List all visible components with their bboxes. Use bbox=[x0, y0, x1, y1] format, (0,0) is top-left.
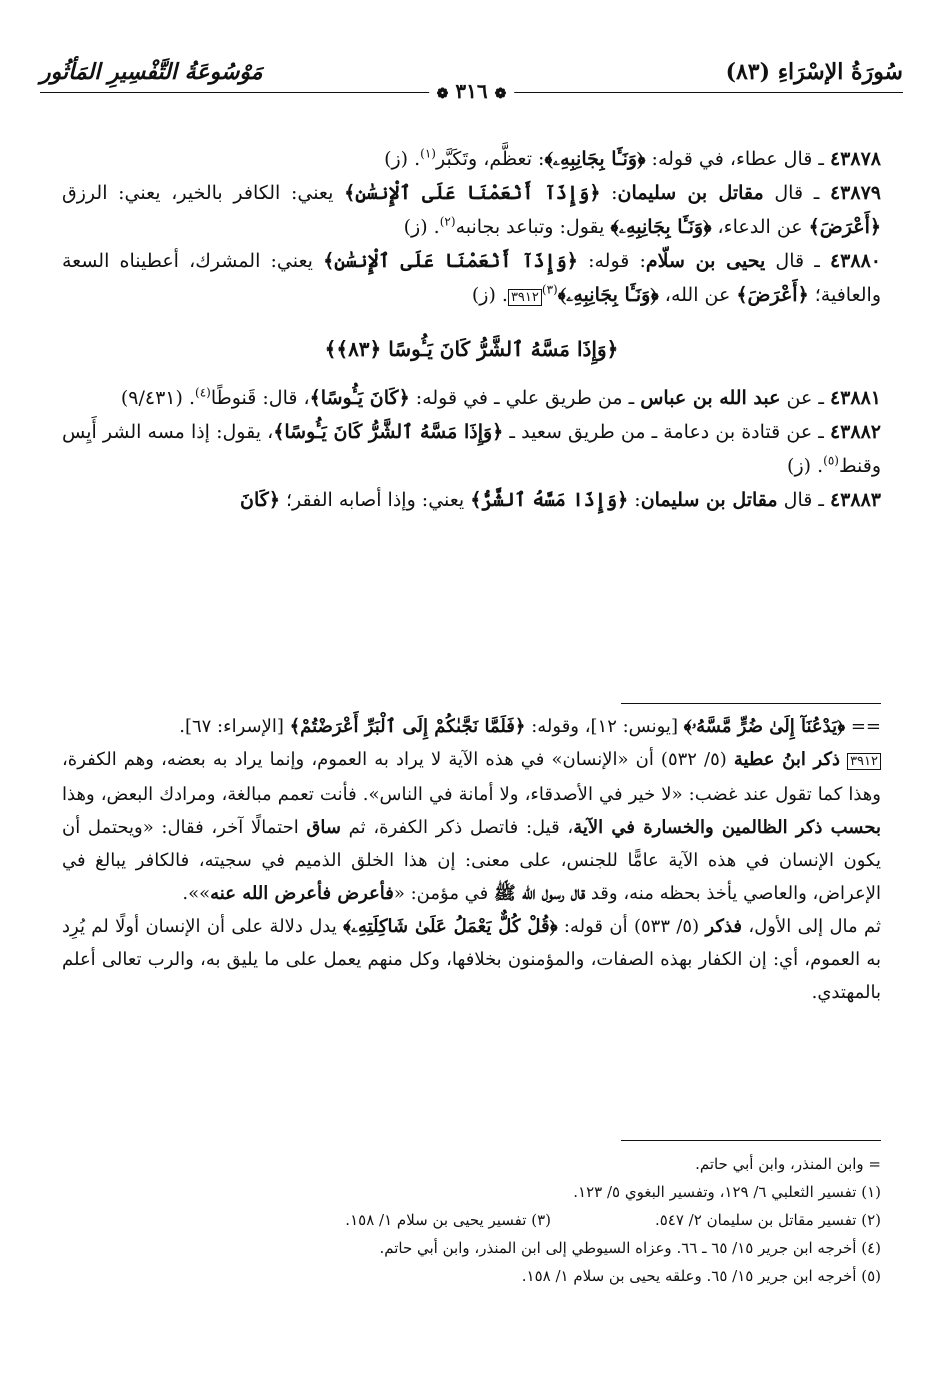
note-ref-box: ٣٩١٢ bbox=[847, 753, 881, 770]
footnote: (٤) أخرجه ابن جرير ١٥/ ٦٥ ـ ٦٦. وعزاه السيوطي إلى ابن المنذر، وابن أبي حاتم. bbox=[379, 1239, 881, 1257]
quran-quote: ﴿وَنَـَٔا بِجَانِبِهِۦ﴾ bbox=[610, 216, 712, 238]
note-text: (٥/ ٥٣٣) أن قوله: bbox=[557, 916, 706, 937]
main-text bbox=[62, 142, 881, 517]
narrator-name: مقاتل بن سليمان bbox=[617, 182, 764, 204]
note-continuation bbox=[62, 710, 881, 743]
entry-text: يعني: وإذا أصابه الفقر؛ bbox=[279, 489, 471, 511]
entry-text: : قوله: bbox=[577, 250, 646, 272]
note-ref-box[interactable]: ٣٩١٢ bbox=[508, 289, 542, 306]
entry-number: ٤٣٨٧٩ bbox=[829, 182, 881, 204]
quran-quote: ﴿وَإِذَا مَسَّهُ ٱلشَّرُّ﴾ bbox=[470, 489, 629, 511]
note-emphasis: بحسب ذكر الظالمين والخسارة في الآية bbox=[573, 817, 881, 838]
entry bbox=[62, 381, 881, 415]
quran-quote: ﴿وَنَـَٔا بِجَانِبِهِۦ﴾ bbox=[557, 284, 659, 306]
quran-quote: ﴿قُلْ كُلٌّ يَعْمَلُ عَلَىٰ شَاكِلَتِهِۦ﴾ bbox=[343, 916, 558, 937]
entry-text: ـ قال عطاء، في قوله: bbox=[645, 148, 830, 170]
quran-quote: ﴿أَعْرَضَ﴾ bbox=[808, 216, 881, 238]
note-text: [الإسراء: ٦٧]. bbox=[179, 716, 290, 737]
quran-quote: ﴿فَلَمَّا نَجَّىٰكُمْ إِلَى ٱلْبَرِّ أَعْرَضْتُمْ﴾ bbox=[289, 716, 526, 737]
entry bbox=[62, 483, 881, 517]
entry bbox=[62, 176, 881, 244]
entry-text: ـ من طريق علي ـ في قوله: bbox=[409, 387, 641, 409]
entry-text: : bbox=[600, 182, 618, 204]
entry-text: : bbox=[628, 489, 641, 511]
entry-text: : تعظَّم، وتَكَبَّر bbox=[435, 148, 545, 170]
footnote: = وابن المنذر، وابن أبي حاتم. bbox=[695, 1155, 881, 1173]
note-text: (٥/ ٥٣٢) أن «الإنسان» في هذه الآية لا يراد به العموم، وإنما يراد به بعضه، وهم الكفرة، وهذا كما تقول عند غضب: «لا خير في الأصدقاء، ولا أمانة في الناس». فأنت تعمم مبالغة، ومرادك البعض، وهذا bbox=[62, 749, 881, 805]
entry-number: ٤٣٨٨٠ bbox=[829, 250, 881, 272]
entry bbox=[62, 142, 881, 176]
note-text: ثم مال إلى الأول، bbox=[742, 916, 881, 937]
entry-number: ٤٣٨٧٨ bbox=[829, 148, 881, 170]
quran-quote: ﴿أَعْرَضَ﴾ bbox=[736, 284, 809, 306]
note-emphasis: قال رسول الله ﷺ bbox=[494, 883, 586, 904]
entry-text: يقول: وتباعد بجانبه bbox=[455, 216, 611, 238]
ornament-icon: ❁ bbox=[436, 86, 449, 102]
note-text: يدل دلالة على أن الإنسان أولًا لم يُرِد به العموم، أي: إن الكفار بهذه الصفات، والمؤمنون بخلافها، وكل منهم يعمل على ما يليق به، والرب تعالى أعلم بالمهتدي. bbox=[62, 916, 881, 1003]
footnote: (٣) تفسير يحيى بن سلام ١/ ١٥٨. bbox=[345, 1211, 551, 1229]
surah-title: سُورَةُ الإسْرَاءِ (٨٣) bbox=[725, 59, 903, 85]
note-emphasis: فذكر bbox=[705, 916, 743, 937]
entry-text: . (ز) bbox=[787, 455, 824, 477]
entry-text: . (ز) bbox=[384, 148, 421, 170]
footnote: (٥) أخرجه ابن جرير ١٥/ ٦٥. وعلقه يحيى بن سلام ١/ ١٥٨. bbox=[521, 1267, 881, 1285]
quran-quote: ﴿وَإِذَآ أَنْعَمْنَا عَلَى ٱلْإِنسَٰنِ﴾ bbox=[344, 182, 601, 204]
entry-text: يعني: المشرك، أعطيناه السعة والعافية؛ bbox=[62, 250, 881, 306]
narrator-name: عبد الله بن عباس bbox=[640, 387, 781, 409]
footnote-ref[interactable]: (٥) bbox=[823, 453, 839, 468]
footnote-row bbox=[62, 1206, 881, 1234]
entry-text: . (٩/٤٣١) bbox=[120, 387, 195, 409]
entry-text: عن الله، bbox=[658, 284, 737, 306]
footnote-ref[interactable]: (٢) bbox=[439, 214, 456, 229]
ornament-icon: ❁ bbox=[494, 86, 507, 102]
note-text: [يونس: ١٢]، وقوله: bbox=[525, 716, 684, 737]
note-author: ذكر ابنُ عطية bbox=[733, 749, 840, 770]
footnotes-divider bbox=[621, 1140, 881, 1141]
entry-text: . (ز) bbox=[403, 216, 440, 238]
entry-text: يعني: الكافر بالخير، يعني: الرزق bbox=[62, 182, 345, 204]
page-number: ٣١٦ bbox=[455, 79, 488, 103]
narrator-name: مقاتل بن سليمان bbox=[640, 489, 778, 511]
entry-text: ، يقول: إذا مسه الشر أَيِس وقنط bbox=[62, 421, 881, 477]
note-text: »». bbox=[182, 883, 211, 904]
quran-quote: ﴿كَانَ يَـُٔوسًا﴾ bbox=[309, 387, 410, 409]
note-emphasis: فأعرض فأعرض الله عنه bbox=[210, 883, 394, 904]
quran-quote: ﴿وَنَـَٔا بِجَانِبِهِۦ﴾ bbox=[544, 148, 646, 170]
narrator-name: يحيى بن سلّام bbox=[645, 250, 766, 272]
note-emphasis: ساق bbox=[306, 817, 341, 838]
quran-quote: ﴿كَانَ bbox=[240, 489, 280, 511]
footnote: (٢) تفسير مقاتل بن سليمان ٢/ ٥٤٧. bbox=[654, 1211, 881, 1229]
entry-text: ـ قال bbox=[765, 250, 830, 272]
entry-text: ـ قال bbox=[763, 182, 830, 204]
entry-text: ـ عن bbox=[780, 387, 830, 409]
note-paragraph bbox=[62, 910, 881, 1009]
footnote: (١) تفسير الثعلبي ٦/ ١٢٩، وتفسير البغوي ٥/ ١٢٣. bbox=[573, 1183, 881, 1201]
entry-text: عن الدعاء، bbox=[711, 216, 809, 238]
note-text: في مؤمن: « bbox=[393, 883, 495, 904]
entry bbox=[62, 415, 881, 483]
footnote-ref[interactable]: (١) bbox=[420, 146, 436, 161]
note-text: احتمالًا آخر، فقال: «ويحتمل أن يكون الإنسان في هذه الآية عامًّا للجنس، على معنى: إن هذا الخلق الذميم في سجيته، فالكافر يبالغ في الإعراض، والعاصي يأخذ بحظه منه، وقد bbox=[62, 817, 881, 904]
page-number-box bbox=[429, 79, 515, 103]
entry-number: ٤٣٨٨٣ bbox=[829, 489, 881, 511]
quran-quote: ﴿وَإِذَآ أَنْعَمْنَا عَلَى ٱلْإِنسَٰنِ﴾ bbox=[323, 250, 578, 272]
footnote-ref[interactable]: (٣) bbox=[541, 282, 558, 297]
footnotes bbox=[62, 1150, 881, 1290]
ayah-heading: ﴿وَإِذَا مَسَّهُ ٱلشَّرُّ كَانَ يَـُٔوسًا ﴿٨٣﴾﴾ bbox=[324, 337, 619, 361]
quran-quote: ﴿وَإِذَا مَسَّهُ ٱلشَّرُّ كَانَ يَـُٔوسًا﴾ bbox=[273, 421, 504, 443]
note-text: == bbox=[845, 716, 881, 737]
notes-divider bbox=[621, 703, 881, 704]
entry bbox=[62, 244, 881, 315]
quran-quote: ﴿يَدْعُنَآ إِلَىٰ ضُرٍّ مَّسَّهُۥ﴾ bbox=[683, 716, 846, 737]
entry-number: ٤٣٨٨١ bbox=[829, 387, 881, 409]
entry-text: . (ز) bbox=[471, 284, 508, 306]
entry-text: ، قال: قَنوطًا bbox=[210, 387, 310, 409]
page-header bbox=[40, 55, 903, 103]
entry-text: ـ عن قتادة بن دعامة ـ من طريق سعيد ـ bbox=[503, 421, 830, 443]
commentary-notes bbox=[62, 710, 881, 1009]
note-text: ، قيل: فاتصل ذكر الكفرة، ثم bbox=[340, 817, 574, 838]
footnote-ref[interactable]: (٤) bbox=[195, 385, 211, 400]
note-paragraph bbox=[62, 743, 881, 910]
entry-number: ٤٣٨٨٢ bbox=[829, 421, 881, 443]
book-title: مَوْسُوعَةُ التَّفْسِيرِ المَأثُور bbox=[40, 59, 263, 85]
entry-text: ـ قال bbox=[777, 489, 830, 511]
